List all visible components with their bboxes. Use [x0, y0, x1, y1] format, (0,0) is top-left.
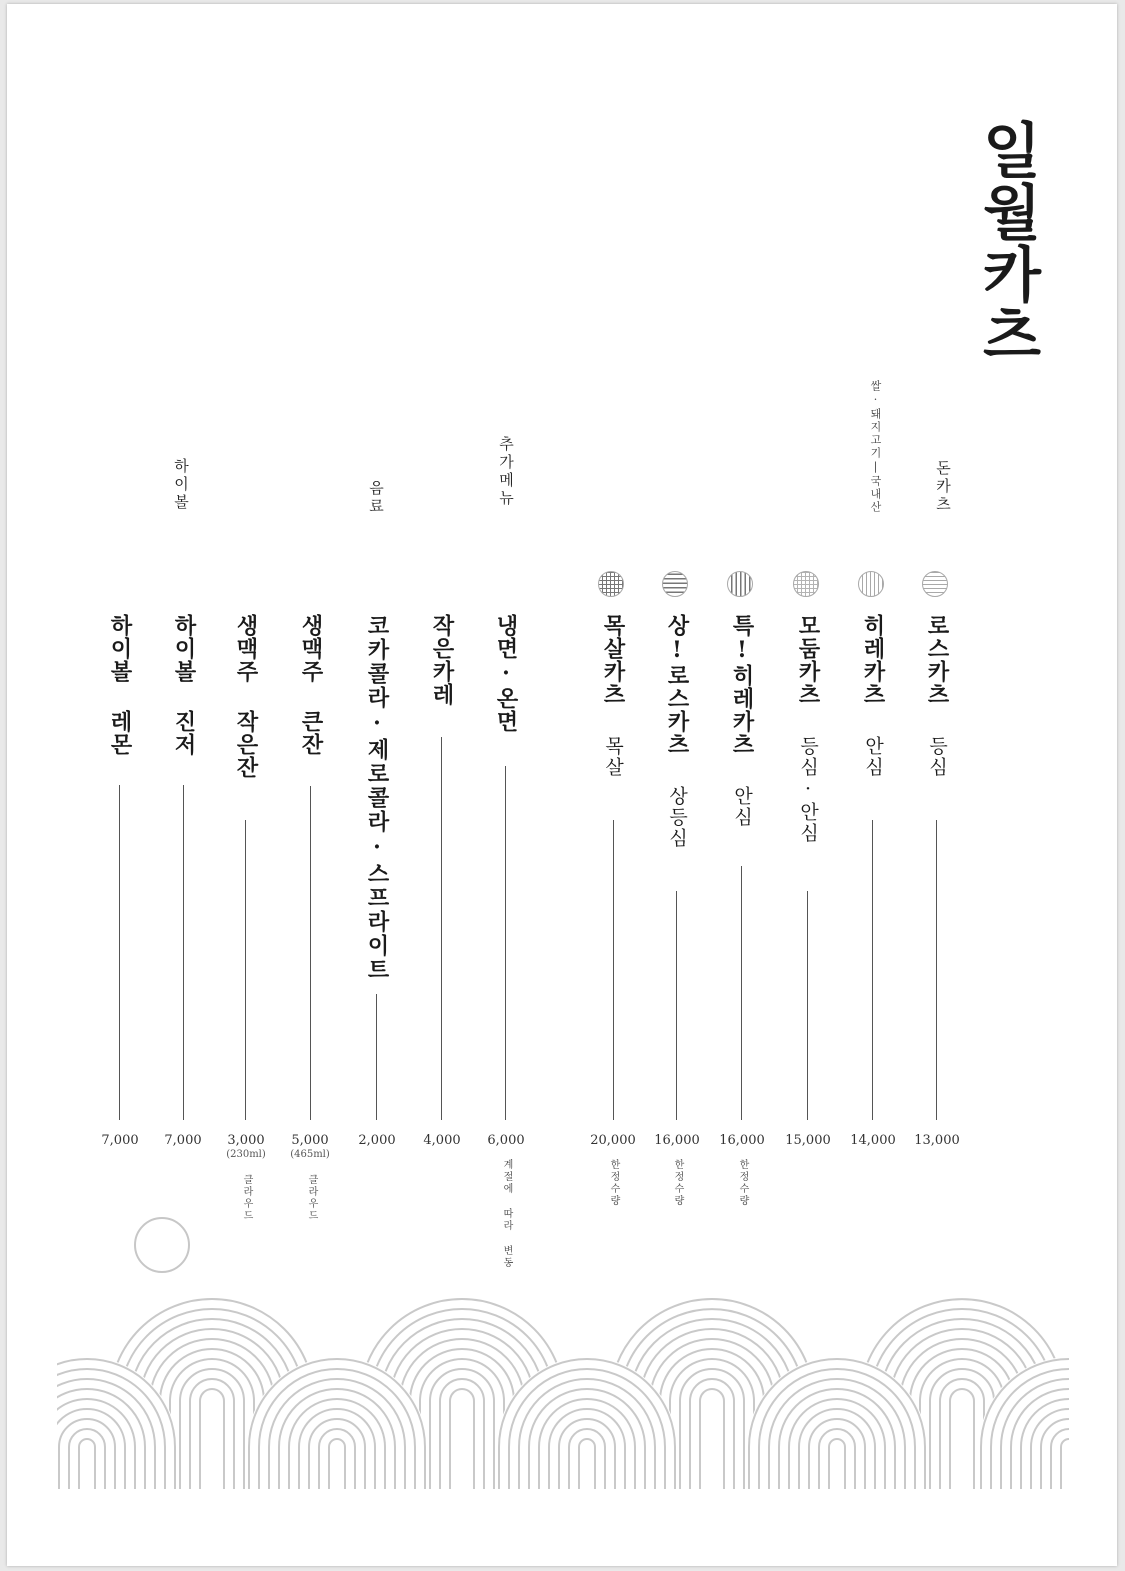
leader-line — [376, 994, 377, 1120]
pattern-vertical-bold-icon — [727, 571, 753, 597]
note-seasonal: 계절에 따라 변동 — [501, 1159, 512, 1269]
price-premium-loin-katsu: 16,000 — [654, 1133, 700, 1148]
note-brand: 클라우드 — [306, 1174, 317, 1222]
section-highball: 하이볼 — [172, 458, 190, 512]
moon-circle-icon — [134, 1217, 190, 1273]
price-highball-ginger: 7,000 — [164, 1133, 202, 1148]
pattern-vertical-thin-icon — [858, 571, 884, 597]
price-naengmyeon: 6,000 — [487, 1133, 525, 1148]
price-loin-katsu: 13,000 — [914, 1133, 960, 1148]
leader-line — [936, 820, 937, 1120]
menu-page — [7, 4, 1117, 1566]
menu-item-fillet-katsu: 히레카츠안심 — [860, 614, 886, 778]
leader-line — [441, 737, 442, 1120]
menu-item-loin-katsu: 로스카츠등심 — [924, 614, 950, 778]
wave-pattern-icon — [57, 1289, 1069, 1489]
section-extra-menu: 추가메뉴 — [497, 436, 515, 508]
pattern-horizontal-bold-icon — [662, 571, 688, 597]
leader-line — [741, 866, 742, 1120]
price-mixed-katsu: 15,000 — [785, 1133, 831, 1148]
price-fillet-katsu: 14,000 — [850, 1133, 896, 1148]
leader-line — [676, 891, 677, 1120]
price-soft-drinks: 2,000 — [358, 1133, 396, 1148]
menu-item-soft-drinks: 코카콜라·제로콜라·스프라이트 — [364, 614, 390, 982]
leader-line — [119, 785, 120, 1120]
leader-line — [245, 820, 246, 1120]
price-draft-beer-small: 3,000 — [227, 1133, 265, 1148]
price-neck-katsu: 20,000 — [590, 1133, 636, 1148]
menu-item-special-fillet-katsu: 특!히레카츠안심 — [729, 614, 755, 828]
brand-title: 일월카츠 — [983, 117, 1041, 373]
menu-item-draft-beer-small: 생맥주 작은잔 — [233, 614, 259, 779]
leader-line — [872, 820, 873, 1120]
section-donkatsu: 돈카츠 — [934, 460, 952, 514]
price-small-curry: 4,000 — [423, 1133, 461, 1148]
menu-item-small-curry: 작은카레 — [429, 614, 455, 706]
price-highball-lemon: 7,000 — [101, 1133, 139, 1148]
volume-small: (230ml) — [226, 1149, 266, 1160]
menu-item-mixed-katsu: 모둠카츠등심·안심 — [795, 614, 821, 844]
menu-item-neck-katsu: 목살카츠목살 — [600, 614, 626, 778]
leader-line — [505, 766, 506, 1120]
leader-line — [183, 785, 184, 1120]
price-special-fillet-katsu: 16,000 — [719, 1133, 765, 1148]
leader-line — [310, 786, 311, 1120]
leader-line — [807, 891, 808, 1120]
section-drinks: 음료 — [367, 480, 385, 516]
menu-item-highball-ginger: 하이볼 진저 — [171, 614, 197, 756]
pattern-horizontal-thin-icon — [922, 571, 948, 597]
note-limited: 한정수량 — [608, 1159, 619, 1207]
pattern-grid-thin-icon — [793, 571, 819, 597]
leader-line — [613, 820, 614, 1120]
menu-item-highball-lemon: 하이볼 레몬 — [107, 614, 133, 756]
pattern-grid-bold-icon — [598, 571, 624, 597]
menu-item-draft-beer-large: 생맥주 큰잔 — [298, 614, 324, 756]
origin-note: 쌀·돼지고기|국내산 — [869, 380, 882, 514]
note-limited: 한정수량 — [737, 1159, 748, 1207]
note-limited: 한정수량 — [672, 1159, 683, 1207]
menu-item-naengmyeon: 냉면·온면 — [493, 614, 519, 733]
menu-item-premium-loin-katsu: 상!로스카츠상등심 — [664, 614, 690, 849]
note-brand: 클라우드 — [241, 1174, 252, 1222]
volume-large: (465ml) — [290, 1149, 330, 1160]
price-draft-beer-large: 5,000 — [291, 1133, 329, 1148]
